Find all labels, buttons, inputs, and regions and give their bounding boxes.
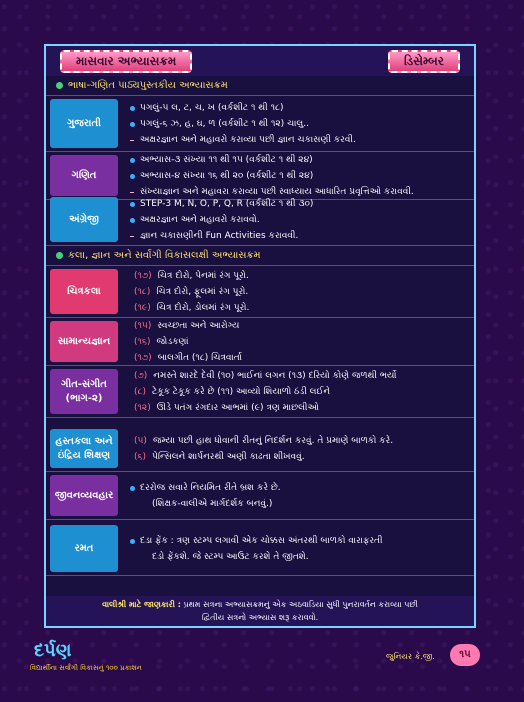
list-item: દડો ફેંકશે. જે સ્ટમ્પ આઉટ કરશે તે જીતશે.: [152, 551, 309, 562]
subject-content: [122, 318, 474, 365]
section-heading: ભાષા-ગણિત પાઠ્યપુસ્તકીય અભ્યાસક્રમ: [46, 76, 474, 96]
list-item: અક્ષરજ્ઞાન અને મહાવરો કરાવવો.: [128, 212, 468, 228]
list-item: દરરોજ સવારે નિયમિત રીતે બ્રશ કરે છે.: [128, 480, 468, 496]
page-number: ૧૫: [450, 644, 480, 666]
item-number: (૧૭): [134, 352, 152, 363]
list-item: [128, 318, 468, 334]
item-number: (૧૫): [134, 320, 152, 331]
syllabus-row: [46, 152, 474, 200]
syllabus-row: [46, 266, 474, 318]
item-text: ટેકૂક ટેકૂક કરે છે (૧૧) આવ્યો શિયાળો ઠંડી લઈને: [151, 386, 331, 397]
syllabus-row: [46, 522, 474, 576]
list-item: જ્ઞાન ચકાસણીની Fun Activities કરાવવી.: [128, 228, 468, 244]
syllabus-row: [46, 318, 474, 366]
list-item: STEP-3 M, N, O, P, Q, R (વર્કશીટ ૧ થી ૩૦): [128, 196, 468, 212]
bullet-icon: [56, 252, 63, 259]
item-text: ચિત્ર દોરો, ડોલમાં રંગ પૂરો.: [156, 302, 250, 313]
list-item: અભ્યાસ-૪ સંખ્યા ૧૬ થી ૨૦ (વર્કશીટ ૧ થી ૨૪): [128, 168, 468, 184]
item-number: (૧૨): [134, 402, 151, 413]
syllabus-row: [46, 366, 474, 418]
subject-content: [122, 96, 474, 151]
subject-label: અંગ્રેજી: [50, 197, 118, 242]
syllabus-row: [46, 426, 474, 472]
list-item: [128, 300, 468, 316]
page-title: માસવાર અભ્યાસક્રમ: [60, 50, 192, 73]
subject-label: ગુજરાતી: [50, 99, 118, 148]
item-number: (૭): [134, 370, 148, 381]
list-item: [128, 433, 468, 449]
subject-content: [122, 152, 474, 199]
list-item: [128, 368, 468, 384]
item-number: (૮): [134, 386, 146, 397]
list-item: અક્ષરજ્ઞાન અને મહાવરો કરાવ્યા પછી જ્ઞાન ચકાસણી કરવી.: [128, 132, 468, 148]
item-number: (૧૭): [134, 270, 152, 281]
item-number: (૧૯): [134, 302, 151, 313]
subject-label: રમત: [50, 525, 118, 572]
section-heading: કલા, જ્ઞાન અને સર્વાંગી વિકાસલક્ષી અભ્યાસક્રમ: [46, 246, 474, 266]
item-number: (૬): [134, 451, 147, 462]
list-item: [128, 284, 468, 300]
item-text: જમ્યા પછી હાથ ધોવાની રીતનું નિદર્શન કરવું. તે પ્રમાણે બાળકો કરે.: [152, 435, 394, 446]
item-text: ચિત્ર દોરો, પેનમાં રંગ પૂરો.: [157, 270, 249, 281]
brand-logo: દર્પણ: [34, 640, 72, 661]
list-item: [128, 334, 468, 350]
subject-content: [122, 472, 474, 519]
item-text: પેન્સિલને શાર્પનરથી અણી કાઢતા શીખવવું.: [152, 451, 305, 462]
subject-label: સામાન્યજ્ઞાન: [50, 321, 118, 362]
parent-note: વાલીશ્રી માટે જાણકારી : પ્રથમ સત્રના અભ્યાસક્રમનું એક અઠવાડિયા સુધી પુનરાવર્તન કરાવ્યા પછી દ્વિતીય સત્રનો અભ્યાસ શરૂ કરાવવો.: [46, 596, 474, 626]
list-item: [128, 400, 468, 416]
subject-content: [122, 366, 474, 417]
subject-content: [122, 426, 474, 471]
month-badge: ડિસેમ્બર: [388, 50, 460, 73]
list-item: પગલું-૬ ઝ, હ, ઘ, ળ (વર્કશીટ ૧ થી ૧૨) ચાલુ..: [128, 116, 468, 132]
syllabus-row: [46, 472, 474, 520]
item-text: નમસ્તે શારદે દેવી (૧૦) ભાઈનાં લગન (૧૩) દરિયો કોણે જળથી ભર્યો: [153, 370, 397, 381]
list-item: [128, 268, 468, 284]
syllabus-row: [46, 194, 474, 246]
subject-label: હસ્તકલા અને ઇંદ્રિય શિક્ષણ: [50, 429, 118, 468]
bottom-bar: [0, 640, 524, 680]
subject-content: [122, 194, 474, 245]
syllabus-row: [46, 96, 474, 152]
subject-label: ગણિત: [50, 155, 118, 196]
list-item: સંખ્યાજ્ઞાન અને મહાવરા કરાવ્યા પછી સ્વાધ્યાય આધારિત પ્રવૃત્તિઓ કરાવવી.: [128, 184, 468, 200]
item-number: (૧૬): [134, 336, 151, 347]
bullet-icon: [56, 82, 63, 89]
subject-label: ગીત-સંગીત (ભાગ-૨): [50, 369, 118, 414]
list-item: [128, 449, 468, 465]
item-text: ચિત્ર દોરો, ફૂલમાં રંગ પૂરો.: [156, 286, 249, 297]
subject-label: ચિત્રકલા: [50, 269, 118, 314]
list-item: [128, 384, 468, 400]
syllabus-frame: [44, 44, 476, 628]
grade-label: જુનિયર કે.જી.: [386, 652, 435, 661]
item-text: જોડકણાં: [156, 336, 189, 347]
item-text: બાલગીત (૧૮) ચિત્રવાર્તા: [157, 352, 242, 363]
list-item: [128, 350, 468, 366]
list-item: અભ્યાસ-૩ સંખ્યા ૧૧ થી ૧૫ (વર્કશીટ ૧ થી ૨૪): [128, 152, 468, 168]
header: [46, 46, 474, 76]
list-item: (શિક્ષક-વાલીએ માર્ગદર્શક બનવું.): [152, 498, 273, 509]
list-item: પગલું-૫ લ, ટ, ચ, ખ (વર્કશીટ ૧ થી ૧૮): [128, 100, 468, 116]
subject-content: [122, 522, 474, 575]
item-number: (૫): [134, 435, 147, 446]
item-number: (૧૮): [134, 286, 151, 297]
brand-tagline: વિદ્યાર્થીના સર્વાંગી વિકાસનું ૧૦૦ પ્રકાશન: [30, 664, 142, 672]
subject-content: [122, 266, 474, 317]
item-text: સ્વચ્છતા અને આરોગ્ય: [157, 320, 240, 331]
list-item: દડા ફેંક : ત્રણ સ્ટમ્પ લગાવી એક ચોક્કસ અંતરથી બાળકો વારાફરતી: [128, 533, 468, 549]
item-text: ઊડે પતંગ રંગદાર આભમાં (૯) ત્રણ માછલીઓ: [156, 402, 319, 413]
subject-label: જીવનવ્યવહાર: [50, 475, 118, 516]
